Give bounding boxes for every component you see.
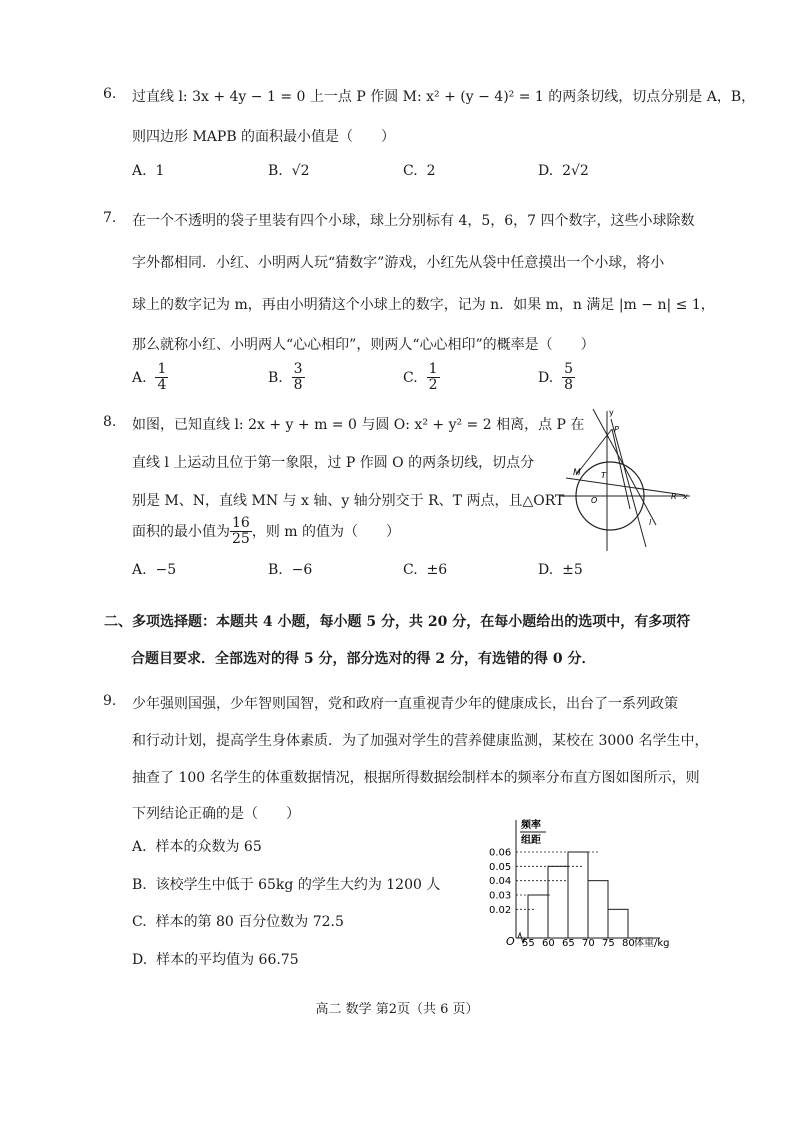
x-tick-label: 60 xyxy=(542,938,555,949)
option-a[interactable]: A. 1 xyxy=(132,163,165,179)
section-text: 合题目要求．全部选对的得 5 分，部分选对的得 2 分，有选错的得 0 分． xyxy=(131,651,596,667)
label-o: O xyxy=(591,496,598,505)
question-number: 7. xyxy=(103,210,117,226)
option-a[interactable]: A. 样本的众数为 65 xyxy=(132,839,262,855)
question-text: 下列结论正确的是（ ） xyxy=(132,806,300,822)
question-text: 那么就称小红、小明两人“心心相印”，则两人“心心相印”的概率是（ ） xyxy=(132,337,595,353)
option-c[interactable]: C. 2 xyxy=(403,163,436,179)
chart-origin: O xyxy=(506,935,515,948)
y-tick-label: 0.06 xyxy=(489,847,512,859)
option-c[interactable]: C. $\frac{1}{2}$ xyxy=(403,361,438,394)
question-text: 直线 l 上运动且位于第一象限，过 P 作圆 O 的两条切线，切点分 xyxy=(132,455,535,471)
histogram-chart xyxy=(488,812,698,952)
x-tick-label: 55 xyxy=(522,938,535,949)
question-number: 9. xyxy=(103,693,117,709)
question-text: 字外都相同．小红、小明两人玩“猜数字”游戏，小红先从袋中任意摸出一个小球，将小 xyxy=(132,255,665,271)
question-number: 8. xyxy=(103,414,117,430)
y-tick-label: 0.02 xyxy=(489,904,512,916)
option-b[interactable]: B. √2 xyxy=(268,163,310,179)
option-b[interactable]: B. $\frac{3}{8}$ xyxy=(268,361,303,394)
question-number: 6. xyxy=(103,86,117,102)
option-a[interactable]: A. −5 xyxy=(132,562,177,578)
chart-xlabel: 体重/kg xyxy=(634,938,670,949)
q8-figure xyxy=(548,405,696,553)
histogram-bar xyxy=(608,909,628,938)
question-text: 球上的数字记为 m，再由小明猜这个小球上的数字，记为 n．如果 m，n 满足 |m − n| ≤ 1， xyxy=(132,297,715,313)
chart-ylabel-top: 频率 xyxy=(521,820,541,831)
question-text: 面积的最小值为 $\frac{16}{25}$ ，则 m 的值为（ ） xyxy=(132,515,401,548)
x-tick-label: 80 xyxy=(622,938,635,949)
question-text: 和行动计划，提高学生身体素质．为了加强对学生的营养健康监测，某校在 3000 名学生中， xyxy=(132,733,709,749)
option-a[interactable]: A. $\frac{1}{4}$ xyxy=(132,361,167,394)
tangent-line xyxy=(611,419,646,547)
histogram-bar xyxy=(528,895,548,938)
y-tick-label: 0.04 xyxy=(489,876,512,888)
label-x: x xyxy=(683,492,688,501)
x-tick-label: 75 xyxy=(602,938,615,949)
histogram-bar xyxy=(548,866,568,938)
y-tick-label: 0.05 xyxy=(489,861,512,873)
question-text: 在一个不透明的袋子里装有四个小球，球上分别标有 4，5，6，7 四个数字，这些小球除数 xyxy=(132,213,695,229)
tangent-pn xyxy=(612,429,630,509)
question-text: 则四边形 MAPB 的面积最小值是（ ） xyxy=(132,129,396,145)
option-d[interactable]: D. 2√2 xyxy=(538,163,589,179)
option-b[interactable]: B. −6 xyxy=(268,562,313,578)
chart-ylabel-bottom: 组距 xyxy=(521,835,541,846)
option-b[interactable]: B. 该校学生中低于 65kg 的学生大约为 1200 人 xyxy=(132,877,441,893)
y-tick-label: 0.03 xyxy=(489,890,512,902)
section-text: 二、多项选择题：本题共 4 小题，每小题 5 分，共 20 分，在每小题给出的选项中，有多项符 xyxy=(104,614,691,630)
x-tick-label: 65 xyxy=(562,938,575,949)
option-d[interactable]: D. 样本的平均值为 66.75 xyxy=(132,952,299,968)
label-m: M xyxy=(573,468,581,478)
histogram-bar xyxy=(568,852,588,938)
section-2-header xyxy=(104,611,691,667)
label-y: y xyxy=(609,408,614,417)
question-text: 少年强则国强，少年智则国智，党和政府一直重视青少年的健康成长，出台了一系列政策 xyxy=(132,696,678,712)
label-t: T xyxy=(601,471,606,480)
x-tick-label: 70 xyxy=(582,938,595,949)
option-d[interactable]: D. ±5 xyxy=(538,562,583,578)
histogram-bar xyxy=(588,881,608,938)
question-text: 如图，已知直线 l: 2x + y + m = 0 与圆 O: x² + y² = 2 相离，点 P 在 xyxy=(132,417,585,433)
question-text: 抽查了 100 名学生的体重数据情况，根据所得数据绘制样本的频率分布直方图如图所示，则 xyxy=(132,770,700,786)
option-c[interactable]: C. ±6 xyxy=(403,562,448,578)
option-d[interactable]: D. $\frac{5}{8}$ xyxy=(538,361,574,394)
label-r: R xyxy=(671,492,677,501)
label-p: P xyxy=(614,425,619,434)
question-text: 过直线 l: 3x + 4y − 1 = 0 上一点 P 作圆 M: x² + (y − 4)² = 1 的两条切线，切点分别是 A，B， xyxy=(132,89,756,105)
question-text: 别是 M、N，直线 MN 与 x 轴、y 轴分别交于 R、T 两点，且△ORT xyxy=(132,493,565,509)
label-l: l xyxy=(649,518,652,527)
page-footer: 高二 数学 第2页（共 6 页） xyxy=(315,1002,479,1017)
option-c[interactable]: C. 样本的第 80 百分位数为 72.5 xyxy=(132,914,344,930)
